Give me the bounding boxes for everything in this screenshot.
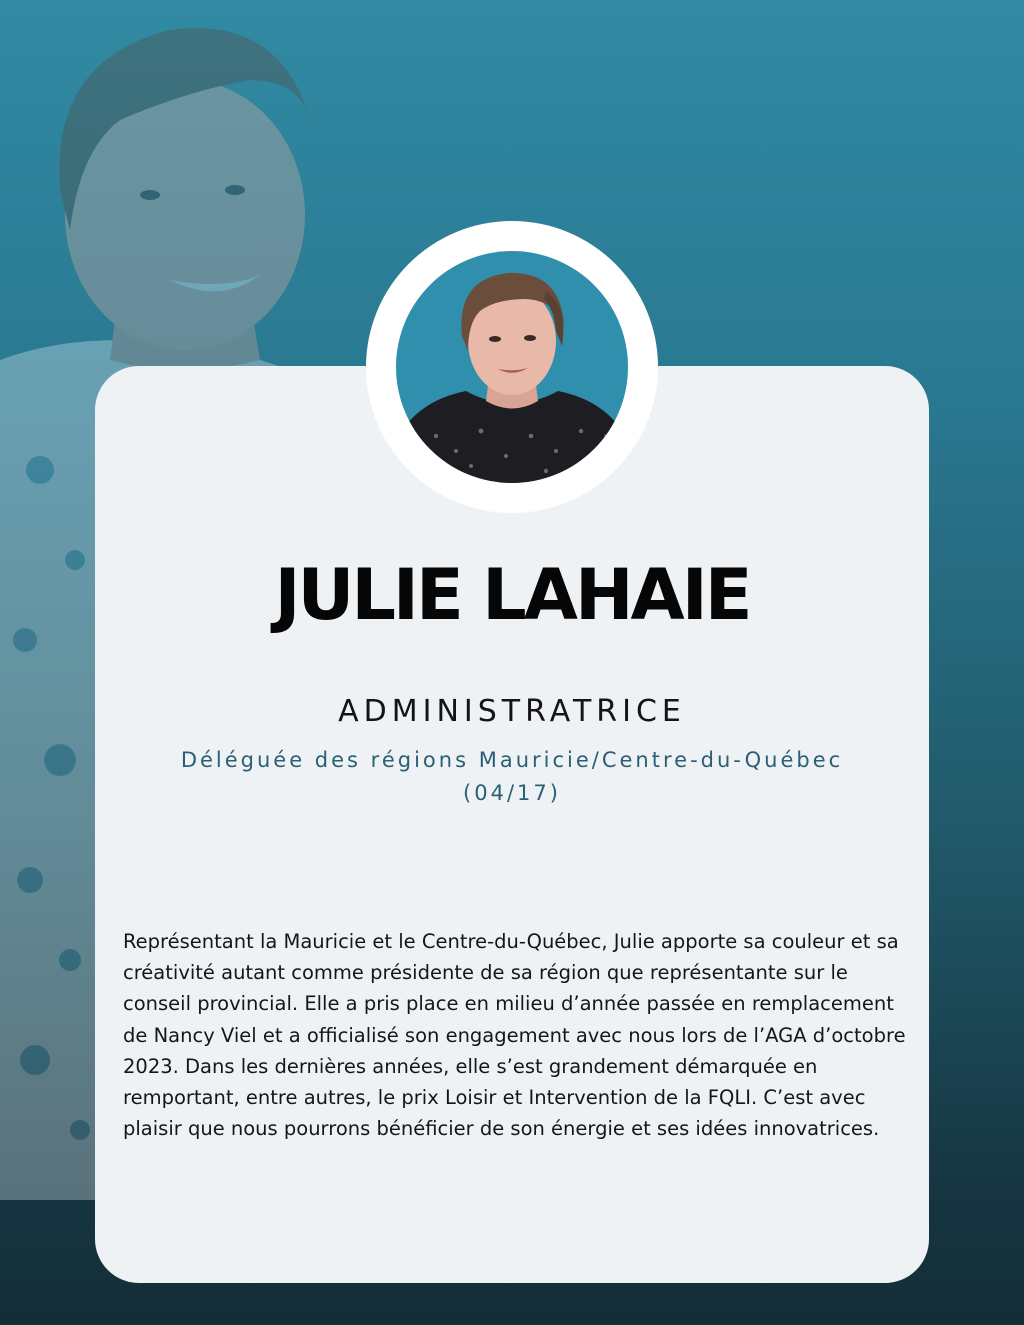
bio-paragraph: Représentant la Mauricie et le Centre-du-Québec, Julie apporte sa couleur et sa créativité autant comme présidente de sa région que représentante sur le conseil provincial. Elle a pris place en milieu d’année passée en remplacement de Nancy Viel et a officialisé son engagement avec nous lors de l’AGA d’octobre 2023. Dans les dernières années, elle s’est grandement démarquée en remportant, entre autres, le prix Loisir et Intervention de la FQLI. C’est avec plaisir que nous pourrons bénéficier de son énergie et ses idées innovatrices. <box>123 930 906 1141</box>
person-name: JULIE LAHAIE <box>274 554 750 636</box>
delegation-text: Déléguée des régions Mauricie/Centre-du-Québec (04/17) <box>180 748 844 805</box>
portrait-photo <box>396 251 628 483</box>
avatar <box>366 221 658 513</box>
role-title: ADMINISTRATRICE <box>338 694 686 729</box>
